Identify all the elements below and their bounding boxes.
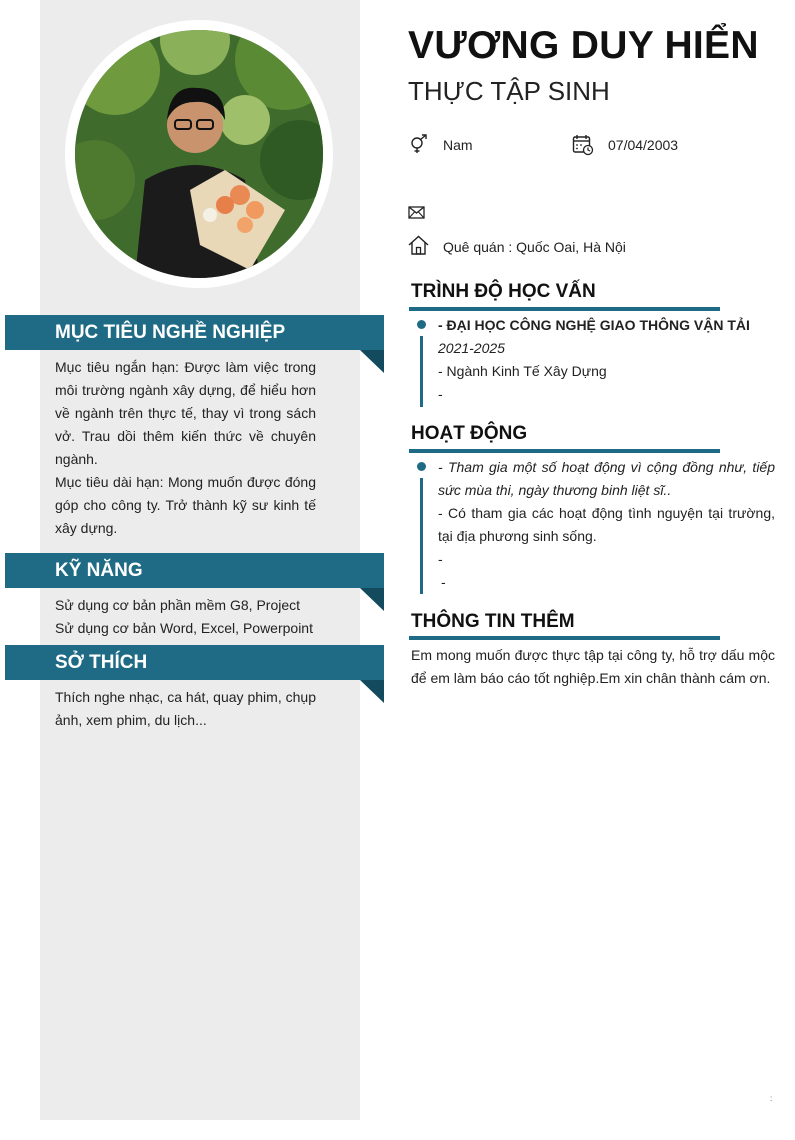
education-bullet — [417, 320, 426, 329]
education-years: 2021-2025 — [438, 340, 505, 356]
birthdate-value: 07/04/2003 — [608, 137, 679, 153]
mail-icon — [408, 206, 426, 220]
activity-item: - — [438, 551, 443, 567]
skill-item: Sử dụng cơ bản Word, Excel, Powerpoint — [55, 620, 313, 636]
education-entry — [438, 314, 775, 406]
footer-mark: : — [770, 1094, 773, 1103]
candidate-name: VƯƠNG DUY HIỂN — [408, 24, 759, 67]
more-info-title: THÔNG TIN THÊM — [411, 611, 575, 632]
skills-header-fold — [360, 588, 384, 611]
activities-entry — [438, 456, 775, 594]
activity-item: - Có tham gia các hoạt động tình nguyện tại trường, tại địa phương sinh sống. — [438, 505, 775, 544]
objective-short-term: Mục tiêu ngắn hạn: Được làm việc trong môi trường ngành xây dựng, để hiểu hơn về ngành trên thực tế, thay vì trong sách vở. Trau dồi thêm kiến thức về chuyên ngành. — [55, 359, 316, 467]
avatar — [75, 30, 323, 278]
candidate-role: THỰC TẬP SINH — [408, 76, 610, 106]
objective-header-fold — [360, 350, 384, 373]
education-major: - Ngành Kinh Tế Xây Dựng — [438, 363, 607, 379]
hometown-value: Quê quán : Quốc Oai, Hà Nội — [443, 239, 626, 255]
objective-long-term: Mục tiêu dài hạn: Mong muốn được đóng góp cho công ty. Trở thành kỹ sư kinh tế xây dựng. — [55, 474, 316, 536]
hobbies-header: SỞ THÍCH — [5, 645, 384, 680]
gender-value: Nam — [443, 137, 473, 153]
more-info-text: Em mong muốn được thực tập tại công ty, hỗ trợ dấu mộc để em làm báo cáo tốt nghiệp.Em xin chân thành cám ơn. — [411, 647, 775, 686]
hobbies-text — [55, 686, 316, 732]
skills-list — [55, 594, 316, 640]
home-icon — [408, 235, 429, 255]
hobbies-header-fold — [360, 680, 384, 703]
skill-item: Sử dụng cơ bản phần mềm G8, Project — [55, 597, 301, 613]
education-extra: - — [438, 386, 443, 402]
education-title: TRÌNH ĐỘ HỌC VẤN — [411, 281, 596, 302]
objective-text — [55, 356, 316, 540]
gender-icon — [408, 134, 430, 154]
calendar-icon — [572, 134, 594, 156]
skills-header: KỸ NĂNG — [5, 553, 384, 588]
more-info-rule — [409, 636, 720, 640]
objective-header: MỤC TIÊU NGHỀ NGHIỆP — [5, 315, 384, 350]
activities-bullet — [417, 462, 426, 471]
hobbies-description: Thích nghe nhạc, ca hát, quay phim, chụp ảnh, xem phim, du lịch... — [55, 689, 316, 728]
activity-item: - — [441, 574, 446, 590]
activities-rule — [409, 449, 720, 453]
education-timeline — [420, 336, 423, 407]
education-rule — [409, 307, 720, 311]
education-school: - ĐẠI HỌC CÔNG NGHỆ GIAO THÔNG VẬN TẢI — [438, 317, 750, 333]
activities-title: HOẠT ĐỘNG — [411, 423, 528, 444]
activities-timeline — [420, 478, 423, 594]
activity-item: - Tham gia một số hoạt động vì cộng đồng như, tiếp sức mùa thi, ngày thương binh liệt sĩ.. — [438, 459, 775, 498]
